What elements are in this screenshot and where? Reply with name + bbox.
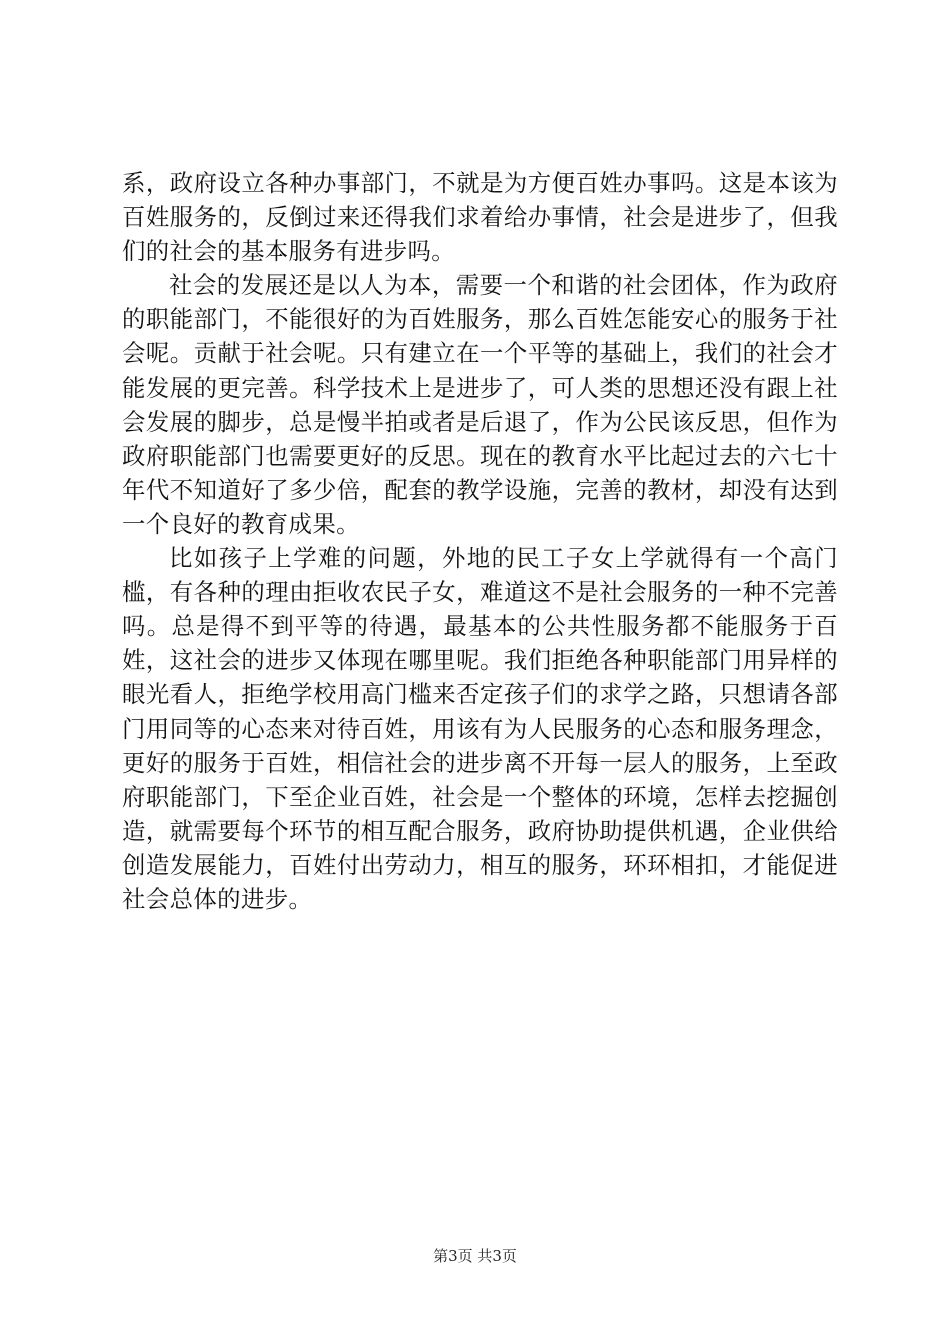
paragraph-schooling-example: 比如孩子上学难的问题，外地的民工子女上学就得有一个高门槛，有各种的理由拒收农民子女，难道这不是社会服务的一种不完善吗。总是得不到平等的待遇，最基本的公共性服务都不能服务于百姓，这社会的进步又体现在哪里呢。我们拒绝各种职能部门用异样的眼光看人，拒绝学校用高门槛来否定孩子们的求学之路，只想请各部门用同等的心态来对待百姓，用该有为人民服务的心态和服务理念，更好的服务于百姓，相信社会的进步离不开每一层人的服务，上至政府职能部门，下至企业百姓，社会是一个整体的环境，怎样去挖掘创造，就需要每个环节的相互配合服务，政府协助提供机遇，企业供给创造发展能力，百姓付出劳动力，相互的服务，环环相扣，才能促进社会总体的进步。 — [122, 544, 838, 913]
paragraph-social-development: 社会的发展还是以人为本，需要一个和谐的社会团体，作为政府的职能部门，不能很好的为百姓服务，那么百姓怎能安心的服务于社会呢。贡献于社会呢。只有建立在一个平等的基础上，我们的社会才能发展的更完善。科学技术上是进步了，可人类的思想还没有跟上社会发展的脚步，总是慢半拍或者是后退了，作为公民该反思，但作为政府职能部门也需要更好的反思。现在的教育水平比起过去的六七十年代不知道好了多少倍，配套的教学设施，完善的教材，却没有达到一个良好的教育成果。 — [122, 271, 838, 538]
document-body — [122, 166, 838, 916]
paragraph-continuation: 系，政府设立各种办事部门，不就是为方便百姓办事吗。这是本该为百姓服务的，反倒过来还得我们求着给办事情，社会是进步了，但我们的社会的基本服务有进步吗。 — [122, 169, 838, 266]
page-number-footer: 第3页 共3页 — [433, 1247, 517, 1265]
